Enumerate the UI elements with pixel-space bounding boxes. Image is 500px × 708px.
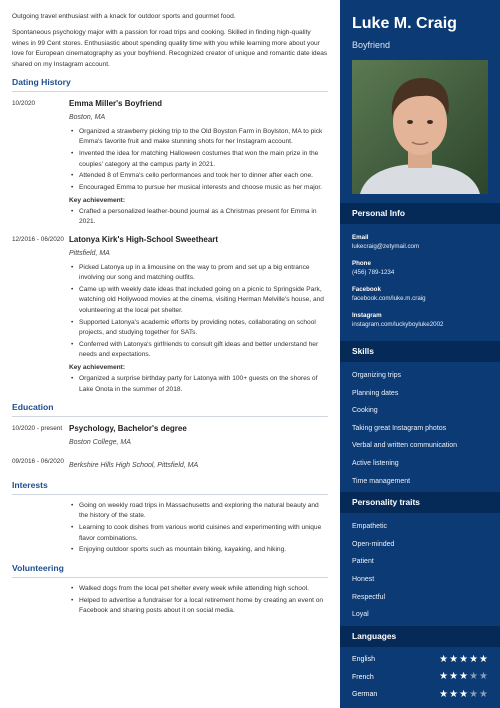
education-entry xyxy=(12,456,328,475)
entry-place: Pittsfield, MA xyxy=(69,249,110,257)
entry-role: Latonya Kirk's High-School Sweetheart xyxy=(69,234,219,244)
main-column xyxy=(12,12,328,622)
entry-bullets xyxy=(69,127,328,194)
list-item: Honest xyxy=(352,575,375,583)
education-entry xyxy=(12,423,328,452)
entry-date: 10/2020 xyxy=(12,100,36,108)
achievement-item: • Crafted a personalized leather-bound journal as a Christmas present for Emma in 2021. xyxy=(69,207,328,228)
languages-title: Languages xyxy=(340,626,500,647)
language-row xyxy=(340,651,500,669)
facebook-label: Facebook xyxy=(352,286,381,293)
rating-stars xyxy=(439,690,488,700)
list-item: Planning dates xyxy=(352,389,399,397)
list-item: Open-minded xyxy=(352,540,395,548)
skills-title: Skills xyxy=(340,341,500,362)
entry-date: 09/2016 - 06/2020 xyxy=(12,457,64,465)
list-item: • Walked dogs from the local pet shelter every week while attending high school. xyxy=(69,584,328,594)
traits-list xyxy=(340,513,500,624)
star-filled-icon: ★ xyxy=(479,653,488,665)
list-item: Time management xyxy=(352,477,411,485)
rating-stars xyxy=(439,655,488,665)
star-empty-icon: ★ xyxy=(469,671,479,683)
list-item: • Helped to advertise a fundraiser for a local retirement home by creating an event on Facebook and sharing posts about it on social media. xyxy=(69,596,328,617)
achievement-label: Key achievement: xyxy=(69,196,126,204)
traits-title: Personality traits xyxy=(340,492,500,513)
language-row xyxy=(340,686,500,704)
interests-title: Interests xyxy=(12,479,328,495)
list-item: Patient xyxy=(352,558,374,566)
instagram-label: Instagram xyxy=(352,312,382,319)
list-item: • Learning to cook dishes from various world cuisines and experimenting with unique flavor combinations. xyxy=(69,523,328,544)
list-item: • Going on weekly road trips in Massachusetts and exploring the natural beauty and the history of the state. xyxy=(69,501,328,522)
list-item: Cooking xyxy=(352,407,378,415)
list-item: Verbal and written communication xyxy=(352,442,458,450)
personal-info-title: Personal Info xyxy=(340,203,500,224)
star-filled-icon: ★ xyxy=(439,688,449,700)
phone-label: Phone xyxy=(352,260,371,267)
language-name: German xyxy=(352,691,378,699)
languages-list xyxy=(340,647,500,704)
entry-place: Boston, MA xyxy=(69,114,106,122)
list-item: • Conferred with Latonya's girlfriends to consult gift ideas and better understand her needs and expectations. xyxy=(69,340,328,361)
achievement-item: • Organized a surprise birthday party for Latonya with 100+ guests on the shores of Lake Onota in the summer of 2018. xyxy=(69,374,328,395)
dating-entry xyxy=(12,234,328,397)
star-empty-icon: ★ xyxy=(479,688,488,700)
list-item: Active listening xyxy=(352,459,399,467)
dating-history-title: Dating History xyxy=(12,76,328,92)
list-item: Organizing trips xyxy=(352,372,402,379)
list-item: Empathetic xyxy=(352,523,388,531)
list-item: • Picked Latonya up in a limousine on the way to prom and set up a big entrance involving our song and matching outfits. xyxy=(69,263,328,284)
list-item: Taking great Instagram photos xyxy=(352,424,447,432)
list-item: • Organized a strawberry picking trip to the Old Boyston Farm in Boylston, MA to pick Emma's favorite fruit and make stunning shots for her Instagram account. xyxy=(69,127,328,148)
personal-info xyxy=(340,224,500,329)
email-label: Email xyxy=(352,234,369,241)
phone-value: (456) 789-1234 xyxy=(352,269,395,276)
email-value[interactable]: lukecraig@zetymail.com xyxy=(352,243,420,250)
entry-role: Emma Miller's Boyfriend xyxy=(69,99,163,109)
school: Berkshire Hills High School, Pittsfield, MA xyxy=(69,461,199,469)
star-filled-icon: ★ xyxy=(449,688,459,700)
star-empty-icon: ★ xyxy=(469,688,479,700)
dating-entry xyxy=(12,98,328,230)
volunteering-list xyxy=(69,584,328,617)
list-item: Respectful xyxy=(352,593,386,601)
entry-date: 12/2016 - 06/2020 xyxy=(12,235,64,243)
interests-list xyxy=(69,501,328,556)
volunteering-title: Volunteering xyxy=(12,562,328,578)
list-item: • Came up with weekly date ideas that included going on a picnic to Springside Park, watching old Hollywood movies at the cinema, visiting Herman Melville's house, and volunteering at the local pet shelter. xyxy=(69,285,328,316)
facebook-value[interactable]: facebook.com/luke.m.craig xyxy=(352,295,426,302)
full-name: Luke M. Craig xyxy=(352,15,457,32)
instagram-value[interactable]: instagram.com/luckyboyluke2002 xyxy=(352,321,444,328)
achievement-label: Key achievement: xyxy=(69,363,126,371)
list-item: • Encouraged Emma to pursue her musical interests and choose music as her major. xyxy=(69,183,328,193)
language-name: English xyxy=(352,656,375,664)
entry-date: 10/2020 - present xyxy=(12,424,63,432)
star-empty-icon: ★ xyxy=(479,671,488,683)
language-row xyxy=(340,668,500,686)
portrait-image xyxy=(352,60,488,194)
education-title: Education xyxy=(12,401,328,417)
summary: Spontaneous psychology major with a passion for road trips and cooking. Skilled in finding high-quality wines in 99 Cent stores. Enthusiastic about spending quality time with you while learning more about your love for European cinematography as your boyfriend. Recognized creator of unique and romantic date ideas shared on my Instagram account. xyxy=(12,29,328,68)
star-filled-icon: ★ xyxy=(459,688,469,700)
degree: Psychology, Bachelor's degree xyxy=(69,423,187,433)
star-filled-icon: ★ xyxy=(439,653,449,665)
entry-bullets xyxy=(69,263,328,361)
tagline: Outgoing travel enthusiast with a knack for outdoor sports and gourmet food. xyxy=(12,13,236,20)
star-filled-icon: ★ xyxy=(449,671,459,683)
skills-list xyxy=(340,362,500,490)
star-filled-icon: ★ xyxy=(469,653,479,665)
job-title: Boyfriend xyxy=(352,40,391,50)
star-filled-icon: ★ xyxy=(439,671,449,683)
list-item: • Supported Latonya's academic efforts by providing notes, collaborating on school projects, and studying together for SATs. xyxy=(69,318,328,339)
school: Boston College, MA xyxy=(69,438,131,446)
language-name: French xyxy=(352,673,374,681)
star-filled-icon: ★ xyxy=(459,671,469,683)
list-item: • Enjoying outdoor sports such as mountain biking, kayaking, and hiking. xyxy=(69,545,328,555)
avatar xyxy=(352,60,488,194)
list-item: • Invented the idea for matching Halloween costumes that won the main prize in the couples' category at the campus party in 2021. xyxy=(69,149,328,170)
list-item: • Attended 8 of Emma's cello performances and took her to dinner after each one. xyxy=(69,171,328,181)
list-item: Loyal xyxy=(352,611,369,619)
star-filled-icon: ★ xyxy=(459,653,469,665)
rating-stars xyxy=(439,672,488,682)
star-filled-icon: ★ xyxy=(449,653,459,665)
sidebar xyxy=(340,0,500,708)
